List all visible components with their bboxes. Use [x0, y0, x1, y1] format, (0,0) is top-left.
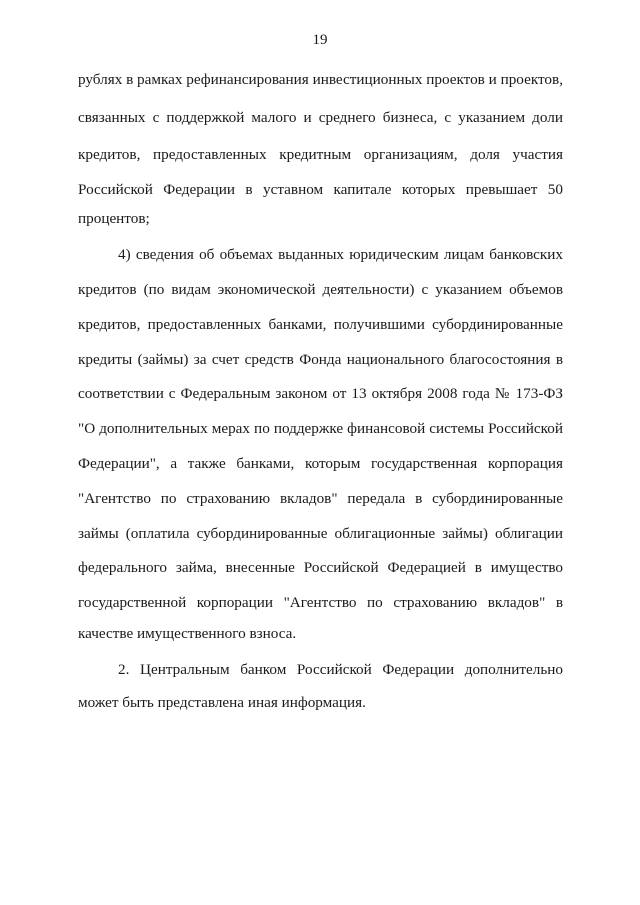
text-line: займы (оплатила субординированные облигационные займы) облигации	[78, 525, 563, 542]
text-line: государственной корпорации "Агентство по страхованию вкладов" в	[78, 594, 563, 611]
text-line: 2. Центральным банком Российской Федерации дополнительно	[118, 661, 563, 678]
page-number: 19	[312, 32, 328, 48]
text-line: Федерации", а также банками, которым государственная корпорация	[78, 455, 563, 472]
text-line: кредитов, предоставленных кредитным организациям, доля участия	[78, 146, 563, 163]
text-line: кредиты (займы) за счет средств Фонда национального благосостояния в	[78, 351, 563, 368]
text-line: соответствии с Федеральным законом от 13 октября 2008 года № 173-ФЗ	[78, 385, 563, 402]
text-line: процентов;	[78, 210, 150, 227]
text-line: Российской Федерации в уставном капитале которых превышает 50	[78, 181, 563, 198]
text-line: рублях в рамках рефинансирования инвестиционных проектов и проектов,	[78, 71, 563, 88]
text-line: кредитов (по видам экономической деятельности) с указанием объемов	[78, 281, 563, 298]
text-line: 4) сведения об объемах выданных юридическим лицам банковских	[118, 246, 563, 263]
text-line: качестве имущественного взноса.	[78, 625, 297, 642]
text-line: "Агентство по страхованию вкладов" передала в субординированные	[78, 490, 563, 507]
text-line: "О дополнительных мерах по поддержке финансовой системы Российской	[78, 420, 563, 437]
text-line: связанных с поддержкой малого и среднего бизнеса, с указанием доли	[78, 109, 563, 126]
text-line: кредитов, предоставленных банками, получившими субординированные	[78, 316, 563, 333]
text-line: может быть представлена иная информация.	[78, 694, 366, 711]
text-line: федерального займа, внесенные Российской Федерацией в имущество	[78, 559, 563, 576]
